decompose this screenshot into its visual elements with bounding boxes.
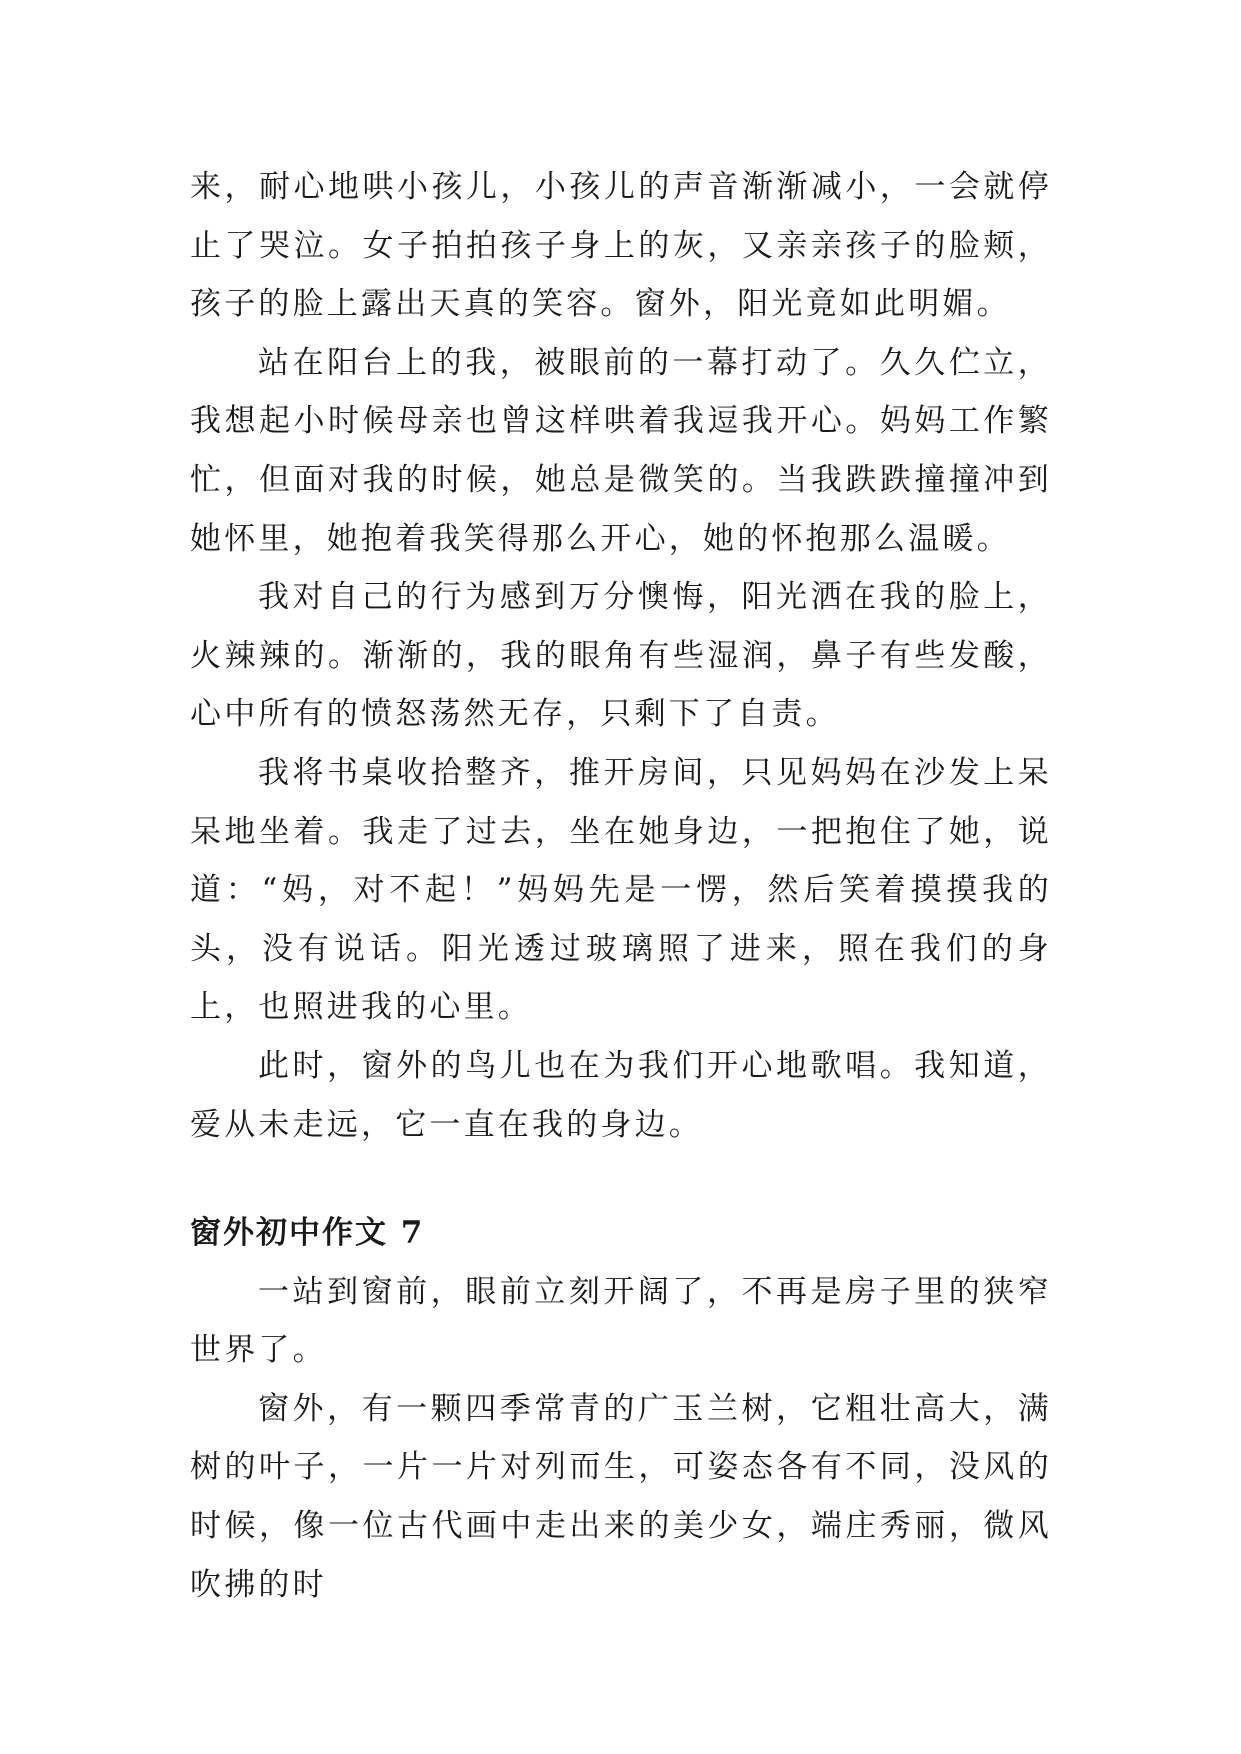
paragraph: 窗外，有一颗四季常青的广玉兰树，它粗壮高大，满树的叶子，一片一片对列而生，可姿态各有不同，没风的时候，像一位古代画中走出来的美少女，端庄秀丽，微风吹拂的时 xyxy=(190,1390,1052,1603)
document-body xyxy=(190,158,1052,1614)
paragraph: 此时，窗外的鸟儿也在为我们开心地歌唱。我知道，爱从未走远，它一直在我的身边。 xyxy=(190,1047,1052,1143)
paragraph-continuation: 来，耐心地哄小孩儿，小孩儿的声音渐渐减小，一会就停止了哭泣。女子拍拍孩子身上的灰，又亲亲孩子的脸颊，孩子的脸上露出天真的笑容。窗外，阳光竟如此明媚。 xyxy=(190,169,1052,323)
paragraph: 我将书桌收拾整齐，推开房间，只见妈妈在沙发上呆呆地坐着。我走了过去，坐在她身边，一把抱住了她，说道：“妈，对不起！”妈妈先是一愣，然后笑着摸摸我的头，没有说话。阳光透过玻璃照了进来，照在我们的身上，也照进我的心里。 xyxy=(190,754,1052,1026)
paragraph: 一站到窗前，眼前立刻开阔了，不再是房子里的狭窄世界了。 xyxy=(190,1273,1052,1369)
paragraph: 我对自己的行为感到万分懊悔，阳光洒在我的脸上，火辣辣的。渐渐的，我的眼角有些湿润，鼻子有些发酸，心中所有的愤怒荡然无存，只剩下了自责。 xyxy=(190,579,1052,733)
paragraph: 站在阳台上的我，被眼前的一幕打动了。久久伫立，我想起小时候母亲也曾这样哄着我逗我开心。妈妈工作繁忙，但面对我的时候，她总是微笑的。当我跌跌撞撞冲到她怀里，她抱着我笑得那么开心，她的怀抱那么温暖。 xyxy=(190,344,1052,557)
section-title: 窗外初中作文 7 xyxy=(190,1215,425,1252)
